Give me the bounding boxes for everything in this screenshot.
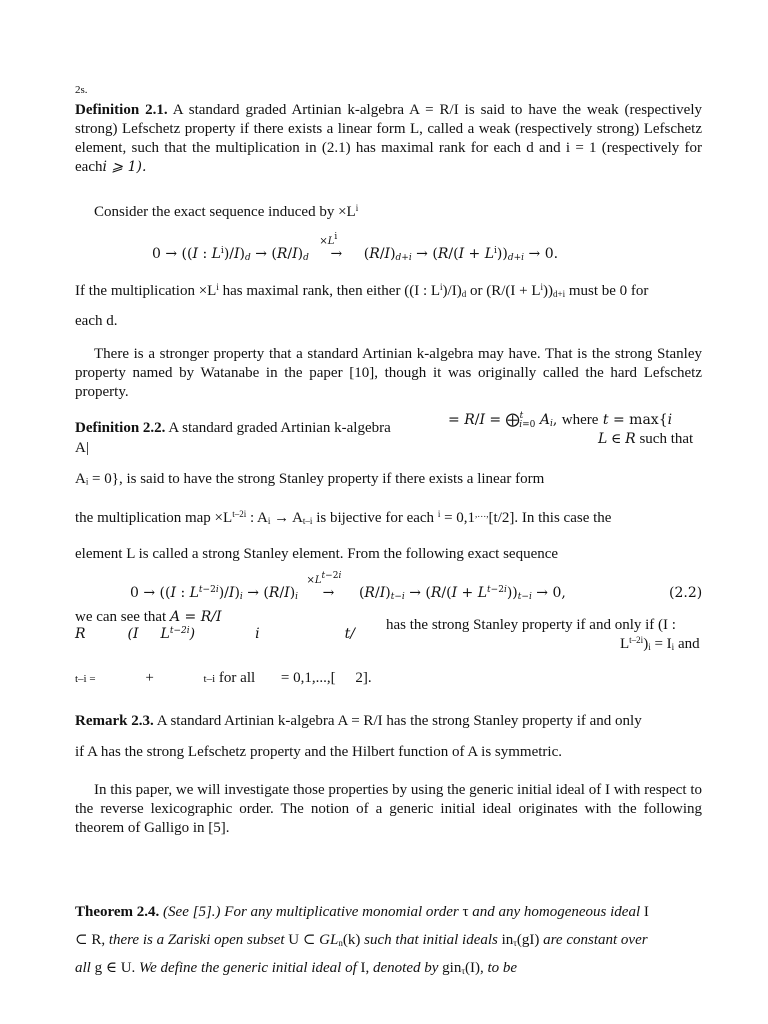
text: the multiplication map ×L <box>75 510 233 526</box>
text: and any homogeneous ideal <box>472 904 641 920</box>
definition-2-2-math: = R/I = ⨁$^t_{i=0}$ $A_i$, where t = max{i <box>448 411 673 430</box>
text: ⊂ R, <box>75 932 106 948</box>
subscript: d+i <box>553 289 566 299</box>
text: all <box>75 960 91 976</box>
text: there is a Zariski open subset <box>108 932 285 948</box>
text: and <box>677 636 700 652</box>
consider-text: Consider the exact sequence induced by ×L <box>94 204 356 220</box>
text: or (R/(I + L <box>469 283 541 299</box>
remark-2-3-line1 <box>75 713 702 730</box>
ghost-math-line: R (I $L^{t-2i}$) i t/ <box>75 626 355 642</box>
text: + <box>145 670 154 686</box>
superscript: i <box>440 282 443 292</box>
subscript: i <box>648 642 651 652</box>
text: 2]. <box>355 670 372 686</box>
theorem-label: Theorem 2.4. <box>75 904 160 920</box>
definition-text: A standard graded Artinian k-algebra A = R/I is said to have the weak (respectively strong) Lefschetz property if there exists a linear form L, called a weak (respectively strong) Lefschetz element, such that the multiplication in (2.1) has maximal rank for each d and i = 1 (respectively for each <box>75 102 703 175</box>
subscript: τ <box>513 938 517 948</box>
text: : A <box>249 510 268 526</box>
superscript: i <box>540 282 543 292</box>
text: I <box>643 904 649 920</box>
subscript: n <box>338 938 343 948</box>
page-label: 2s. <box>75 84 88 96</box>
consider-line <box>94 204 358 221</box>
text: are constant over <box>543 932 648 948</box>
text: denoted by <box>373 960 439 976</box>
definition-label: Definition 2.2. <box>75 420 166 436</box>
each-d-line: each d. <box>75 313 118 329</box>
superscript: i <box>216 282 219 292</box>
text: such that initial ideals <box>364 932 498 948</box>
stronger-paragraph: There is a stronger property that a standard Artinian k-algebra may have. That is the strong Stanley property named by Watanabe in the paper [10], though it was originally called the hard Lefschetz property. <box>75 346 702 400</box>
text: t–i <box>203 673 216 685</box>
text: we can see that <box>75 609 167 625</box>
text: (See [5].) For any multiplicative monomial order <box>163 904 459 920</box>
in-this-paper-paragraph: In this paper, we will investigate those properties by using the generic initial ideal of I with respect to the reverse lexicographic order. The notion of a generic initial ideal originates with the following theorem of Galligo in [5]. <box>75 782 702 836</box>
text: A standard Artinian k-algebra A = R/I has the strong Stanley property if and only <box>156 713 642 729</box>
equation-1: 0 → ((I : $L^i)/I)_d \to (R/I)_d$ $\times L^i$ → $(R/I)_{d+i} \to (R/(I + L^i))_{d+i} \to 0$. <box>152 232 559 263</box>
text: is bijective for each <box>316 510 435 526</box>
text: in <box>501 932 514 948</box>
text: t–i = <box>75 673 96 685</box>
a-bar: A| <box>75 440 89 456</box>
theorem-2-4-line1 <box>75 904 649 921</box>
definition-2-1 <box>75 101 702 177</box>
has-strong-line: has the strong Stanley property if and only if (I : <box>386 617 676 633</box>
remark-label: Remark 2.3. <box>75 713 154 729</box>
text: )) <box>543 283 553 299</box>
text: (k) <box>342 932 361 948</box>
text: L <box>620 636 630 652</box>
text: If the multiplication ×L <box>75 283 217 299</box>
text: g ∈ U. <box>94 960 136 976</box>
definition-label: Definition 2.1. <box>75 102 168 118</box>
math-inline: A = R/I <box>169 609 222 625</box>
subscript: d <box>461 289 467 299</box>
text: (I), <box>464 960 484 976</box>
text: gin <box>442 960 462 976</box>
superscript: i <box>355 203 359 213</box>
text: I, <box>360 960 370 976</box>
superscript: t–2i <box>232 509 247 519</box>
has-strong-line2 <box>620 636 700 653</box>
subscript: i <box>267 516 271 526</box>
definition-2-2-math2: L ∈ R such that <box>598 431 694 447</box>
definition-2-2-line1 <box>75 420 391 437</box>
subscript: τ <box>461 966 465 976</box>
text: We define the generic initial ideal of <box>139 960 357 976</box>
if-multiplication-line <box>75 283 648 300</box>
theorem-2-4-line3 <box>75 958 517 977</box>
text: U ⊂ <box>288 932 316 948</box>
math-inline: i ⩾ 1). <box>102 159 147 175</box>
remark-2-3-line2: if A has the strong Lefschetz property and the Hilbert function of A is symmetric. <box>75 744 562 760</box>
superscript: ,…, <box>475 509 489 519</box>
text: τ <box>462 904 469 920</box>
definition-2-2-line3: Aᵢ = 0}, is said to have the strong Stanley property if there exists a linear form <box>75 471 545 487</box>
text: to be <box>487 960 518 976</box>
equation-number: (2.2) <box>669 585 703 601</box>
text: GL <box>319 932 339 948</box>
definition-2-2-line5: element L is called a strong Stanley element. From the following exact sequence <box>75 546 559 562</box>
subscript: i <box>671 642 675 652</box>
text: = 0,1,...,[ <box>280 670 336 686</box>
subscript: t–i <box>302 516 313 526</box>
text: → A <box>274 510 303 526</box>
text: = I <box>654 636 672 652</box>
fragment-line <box>75 670 372 687</box>
theorem-2-4-line2 <box>75 930 648 949</box>
text: (gI) <box>516 932 540 948</box>
text: for all <box>218 670 256 686</box>
text: has maximal rank, then either ((I : L <box>222 283 441 299</box>
equation-2-2: 0 → ((I : $L^{t-2i})/I)_i \to (R/I)_i$ $\times L^{t-2i}$ → $(R/I)_{t-i} \to (R/(I + L^{t-2i}))_{t-i} \to 0$, <box>130 571 566 602</box>
definition-2-2-line4 <box>75 510 702 527</box>
text: A standard graded Artinian k-algebra <box>168 420 391 436</box>
superscript: t–2i <box>629 635 644 645</box>
text: = 0,1 <box>444 510 476 526</box>
text: must be 0 for <box>568 283 649 299</box>
text: [t/2]. In this case the <box>488 510 612 526</box>
we-can-see-line <box>75 609 221 626</box>
text: ) <box>643 636 649 652</box>
text: )/I) <box>442 283 462 299</box>
superscript: i <box>437 509 441 519</box>
